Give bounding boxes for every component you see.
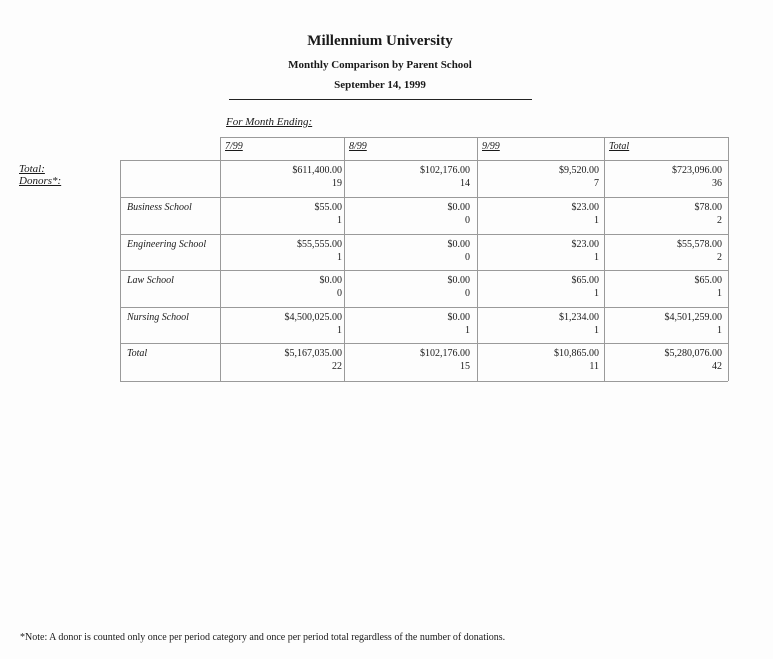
cell-donor-count: 1: [717, 288, 722, 299]
cell-amount: $4,500,025.00: [284, 312, 342, 323]
column-header: 7/99: [225, 141, 243, 152]
footnote: *Note: A donor is counted only once per period category and once per period total regardless of the number of donations.: [20, 632, 506, 643]
cell-amount: $5,280,076.00: [664, 348, 722, 359]
side-label-donors: Donors*:: [19, 175, 62, 187]
cell-donor-count: 14: [460, 178, 470, 189]
side-label-total: Total:: [19, 163, 45, 175]
grid-hline: [120, 160, 728, 161]
cell-amount: $65.00: [571, 275, 599, 286]
cell-amount: $0.00: [447, 202, 470, 213]
cell-amount: $0.00: [447, 312, 470, 323]
cell-donor-count: 22: [332, 361, 342, 372]
cell-donor-count: 1: [465, 325, 470, 336]
report-title: Millennium University: [307, 33, 453, 49]
cell-amount: $23.00: [571, 202, 599, 213]
cell-donor-count: 0: [465, 288, 470, 299]
grid-hline: [120, 197, 728, 198]
cell-donor-count: 2: [717, 252, 722, 263]
title-rule: [229, 99, 532, 100]
cell-amount: $0.00: [447, 275, 470, 286]
cell-amount: $102,176.00: [420, 165, 470, 176]
column-header: Total: [609, 141, 630, 152]
cell-amount: $23.00: [571, 239, 599, 250]
grid-hline: [120, 381, 728, 382]
grid-vline: [477, 137, 478, 381]
cell-donor-count: 1: [594, 215, 599, 226]
column-header: 8/99: [349, 141, 367, 152]
cell-donor-count: 36: [712, 178, 722, 189]
cell-amount: $1,234.00: [559, 312, 599, 323]
cell-donor-count: 15: [460, 361, 470, 372]
cell-donor-count: 1: [337, 252, 342, 263]
cell-donor-count: 19: [332, 178, 342, 189]
report-date: September 14, 1999: [334, 79, 426, 91]
cell-donor-count: 11: [589, 361, 599, 372]
cell-amount: $102,176.00: [420, 348, 470, 359]
cell-donor-count: 1: [594, 325, 599, 336]
cell-amount: $5,167,035.00: [284, 348, 342, 359]
cell-amount: $9,520.00: [559, 165, 599, 176]
cell-donor-count: 0: [465, 252, 470, 263]
cell-donor-count: 1: [594, 288, 599, 299]
row-label: Law School: [127, 275, 174, 286]
cell-donor-count: 0: [465, 215, 470, 226]
cell-donor-count: 7: [594, 178, 599, 189]
cell-amount: $4,501,259.00: [664, 312, 722, 323]
grid-hline: [220, 137, 728, 138]
cell-amount: $0.00: [447, 239, 470, 250]
grid-hline: [120, 270, 728, 271]
grid-vline: [728, 137, 729, 381]
period-caption: For Month Ending:: [226, 116, 313, 128]
cell-amount: $10,865.00: [554, 348, 599, 359]
column-header: 9/99: [482, 141, 500, 152]
cell-amount: $55,578.00: [677, 239, 722, 250]
row-label: Nursing School: [127, 312, 189, 323]
grid-hline: [120, 343, 728, 344]
grid-vline: [344, 137, 345, 381]
cell-amount: $55.00: [314, 202, 342, 213]
cell-amount: $65.00: [694, 275, 722, 286]
cell-donor-count: 1: [337, 215, 342, 226]
report-subtitle: Monthly Comparison by Parent School: [288, 59, 472, 71]
cell-donor-count: 1: [594, 252, 599, 263]
cell-donor-count: 2: [717, 215, 722, 226]
grid-vline: [220, 137, 221, 381]
row-label: Business School: [127, 202, 192, 213]
cell-amount: $0.00: [319, 275, 342, 286]
cell-amount: $723,096.00: [672, 165, 722, 176]
cell-amount: $78.00: [694, 202, 722, 213]
cell-amount: $611,400.00: [292, 165, 342, 176]
cell-donor-count: 1: [717, 325, 722, 336]
cell-donor-count: 1: [337, 325, 342, 336]
row-label: Total: [127, 348, 148, 359]
cell-amount: $55,555.00: [297, 239, 342, 250]
row-label: Engineering School: [127, 239, 207, 250]
cell-donor-count: 0: [337, 288, 342, 299]
grid-hline: [120, 234, 728, 235]
grid-hline: [120, 307, 728, 308]
cell-donor-count: 42: [712, 361, 722, 372]
